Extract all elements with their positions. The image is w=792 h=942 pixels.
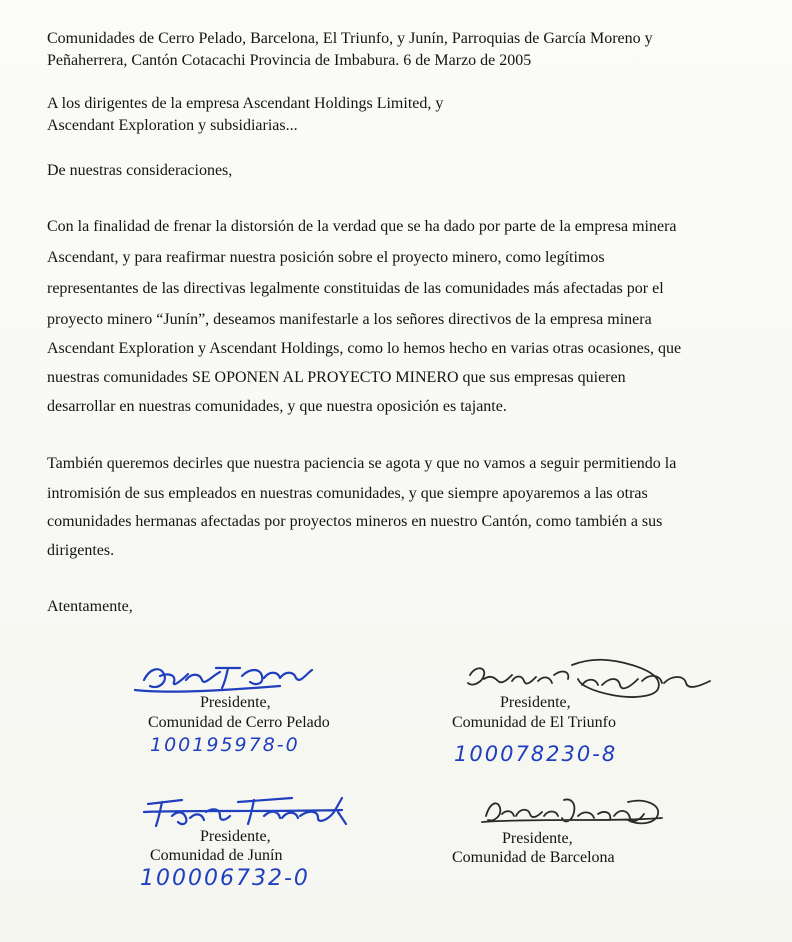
paragraph-2-line: intromisión de sus empleados en nuestras comunidades, y que siempre apoyaremos a las otras [47, 485, 648, 502]
paragraph-1-line: Ascendant, y para reafirmar nuestra posición sobre el proyecto minero, como legítimos [47, 249, 605, 266]
closing: Atentamente, [47, 598, 133, 615]
header-line-2: Peñaherrera, Cantón Cotacachi Provincia de Imbabura. 6 de Marzo de 2005 [47, 52, 532, 69]
paragraph-1-line: Con la finalidad de frenar la distorsión de la verdad que se ha dado por parte de la empresa minera [47, 218, 677, 235]
signature-community: Comunidad de El Triunfo [452, 714, 617, 731]
paragraph-1-line: desarrollar en nuestras comunidades, y que nuestra oposición es tajante. [47, 398, 507, 415]
recipient-line-1: A los dirigentes de la empresa Ascendant Holdings Limited, y [47, 95, 444, 112]
signature-id-number: 100195978-0 [150, 734, 300, 756]
header-line-1: Comunidades de Cerro Pelado, Barcelona, El Triunfo, y Junín, Parroquias de García Moreno y [47, 30, 653, 47]
signature-community: Comunidad de Barcelona [452, 849, 615, 866]
paragraph-1-line: representantes de las directivas legalmente constituidas de las comunidades más afectadas por el [47, 280, 664, 297]
recipient-line-2: Ascendant Exploration y subsidiarias... [47, 117, 298, 134]
signature-title: Presidente, [502, 830, 573, 847]
paragraph-1-line: Ascendant Exploration y Ascendant Holdings, como lo hemos hecho en varias otras ocasiones, que [47, 340, 682, 357]
signature-id-number: 100078230-8 [454, 742, 618, 766]
signature-title: Presidente, [200, 828, 271, 845]
signature-community: Comunidad de Junín [150, 847, 283, 864]
handwritten-signature [130, 650, 330, 700]
paragraph-2-line: También queremos decirles que nuestra paciencia se agota y que no vamos a seguir permitiendo la [47, 455, 677, 472]
greeting: De nuestras consideraciones, [47, 162, 233, 179]
paragraph-2-line: dirigentes. [47, 542, 115, 559]
signature-title: Presidente, [200, 694, 271, 711]
signature-title: Presidente, [500, 694, 571, 711]
signature-id-number: 100006732-0 [140, 866, 310, 891]
handwritten-signature [478, 792, 668, 832]
paragraph-1-line: nuestras comunidades SE OPONEN AL PROYECTO MINERO que sus empresas quieren [47, 369, 626, 386]
handwritten-signature [142, 790, 352, 832]
paragraph-2-line: comunidades hermanas afectadas por proyectos mineros en nuestro Cantón, como también a sus [47, 513, 663, 530]
paragraph-1-line: proyecto minero “Junín”, deseamos manifestarle a los señores directivos de la empresa minera [47, 311, 652, 328]
signature-community: Comunidad de Cerro Pelado [148, 714, 330, 731]
